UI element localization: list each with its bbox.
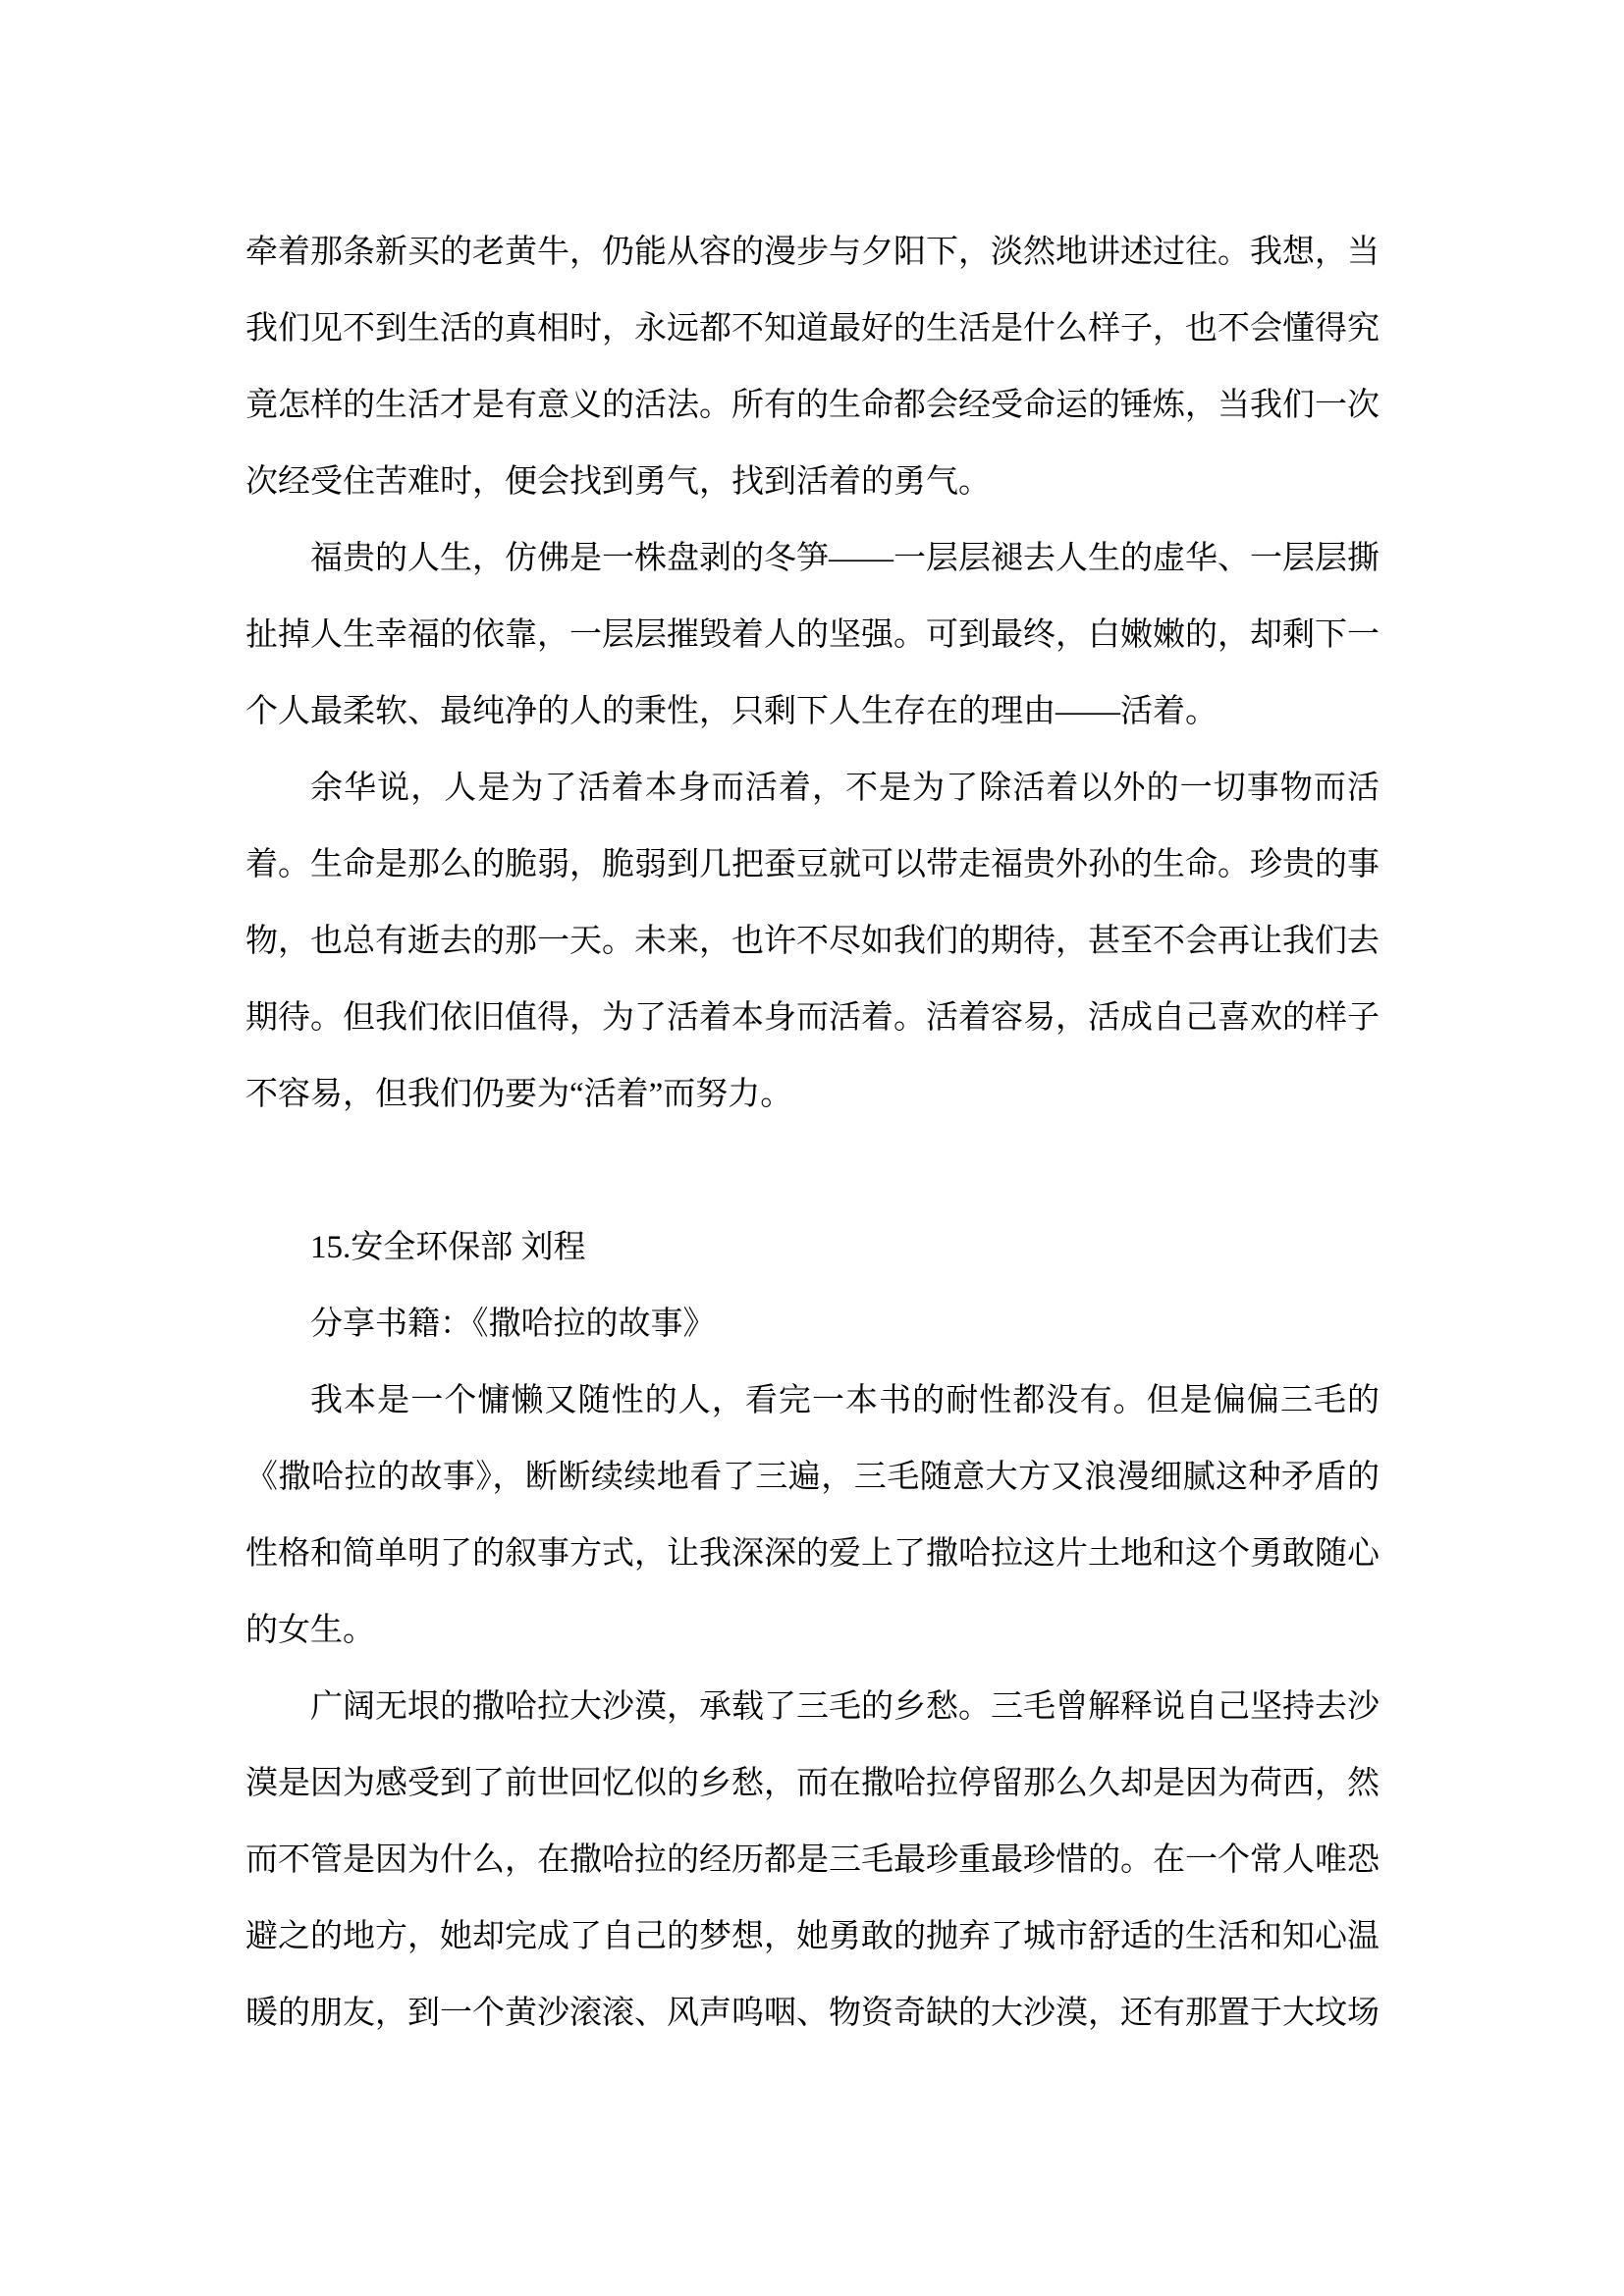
paragraph-sahara-intro: 我本是一个慵懒又随性的人，看完一本书的耐性都没有。但是偏偏三毛的《撒哈拉的故事》，断断续续地看了三遍，三毛随意大方又浪漫细腻这种矛盾的性格和简单明了的叙事方式，让我深深的爱上了撒哈拉这片土地和这个勇敢随心的女生。 — [245, 1383, 1380, 1648]
entry-heading-dept-author: 15.安全环保部 刘程 — [310, 1230, 586, 1265]
paragraph-living-courage: 牵着那条新买的老黄牛，仍能从容的漫步与夕阳下，淡然地讲述过往。我想，当我们见不到生活的真相时，永远都不知道最好的生活是什么样子，也不会懂得究竟怎样的生活才是有意义的活法。所有的生命都会经受命运的锤炼，当我们一次次经受住苦难时，便会找到勇气，找到活着的勇气。 — [245, 235, 1380, 500]
paragraph-fugui-life: 福贵的人生，仿佛是一株盘剥的冬笋——一层层褪去人生的虚华、一层层撕扯掉人生幸福的依靠，一层层摧毁着人的坚强。可到最终，白嫩嫩的，却剩下一个人最柔软、最纯净的人的秉性，只剩下人生存在的理由——活着。 — [245, 541, 1380, 729]
shared-book-title-line: 分享书籍：《撒哈拉的故事》 — [310, 1307, 716, 1342]
paragraph-sahara-desert: 广阔无垠的撒哈拉大沙漠，承载了三毛的乡愁。三毛曾解释说自己坚持去沙漠是因为感受到了前世回忆似的乡愁，而在撒哈拉停留那么久却是因为荷西，然而不管是因为什么，在撒哈拉的经历都是三毛最珍重最珍惜的。在一个常人唯恐避之的地方，她却完成了自己的梦想，她勇敢的抛弃了城市舒适的生活和知心温暖的朋友，到一个黄沙滚滚、风声呜咽、物资奇缺的大沙漠，还有那置于大坟场 — [245, 1689, 1380, 2031]
paragraph-yuhua-quote: 余华说，人是为了活着本身而活着，不是为了除活着以外的一切事物而活着。生命是那么的脆弱，脆弱到几把蚕豆就可以带走福贵外孙的生命。珍贵的事物，也总有逝去的那一天。未来，也许不尽如我们的期待，甚至不会再让我们去期待。但我们依旧值得，为了活着本身而活着。活着容易，活成自己喜欢的样子不容易，但我们仍要为“活着”而努力。 — [245, 771, 1380, 1112]
